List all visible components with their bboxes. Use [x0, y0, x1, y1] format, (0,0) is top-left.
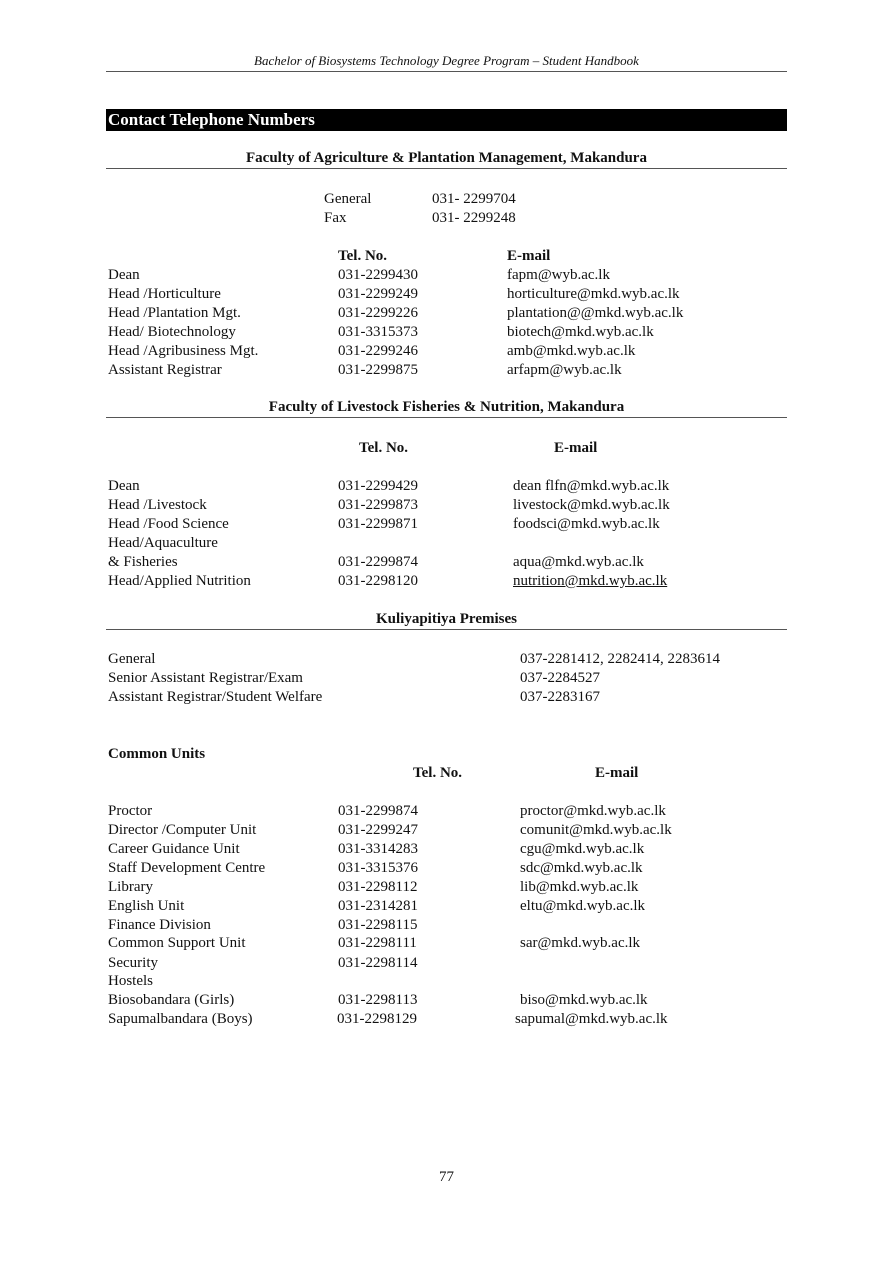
col-tel-header: Tel. No.: [359, 440, 409, 456]
row-tel: 031-2314281: [338, 898, 418, 914]
row-name: Head/Applied Nutrition: [108, 573, 251, 589]
row-email[interactable]: fapm@wyb.ac.lk: [507, 267, 610, 283]
page-title: Contact Telephone Numbers: [106, 109, 787, 131]
row-name: Head /Horticulture: [108, 286, 221, 302]
row-tel: 031-2299430: [338, 267, 418, 283]
row-tel: 037-2281412, 2282414, 2283614: [520, 651, 720, 667]
row-name: Assistant Registrar: [108, 362, 222, 378]
row-email[interactable]: foodsci@mkd.wyb.ac.lk: [513, 516, 660, 532]
row-tel: 031-3315376: [338, 860, 418, 876]
col-tel-header: Tel. No.: [338, 248, 388, 264]
row-name: Career Guidance Unit: [108, 841, 240, 857]
row-tel: 031-2298111: [338, 935, 417, 951]
row-email[interactable]: lib@mkd.wyb.ac.lk: [520, 879, 639, 895]
row-name: General: [108, 651, 156, 667]
general-label: General: [324, 191, 372, 207]
row-email[interactable]: biotech@mkd.wyb.ac.lk: [507, 324, 654, 340]
general-value: 031- 2299704: [432, 191, 516, 207]
row-email[interactable]: aqua@mkd.wyb.ac.lk: [513, 554, 644, 570]
col-email-header: E-mail: [595, 765, 639, 781]
row-email[interactable]: arfapm@wyb.ac.lk: [507, 362, 622, 378]
row-name: Biosobandara (Girls): [108, 992, 235, 1008]
row-tel: 037-2283167: [520, 689, 600, 705]
row-email[interactable]: sdc@mkd.wyb.ac.lk: [520, 860, 643, 876]
kuliyapitiya-heading: Kuliyapitiya Premises: [106, 611, 787, 630]
row-name: Head /Food Science: [108, 516, 229, 532]
row-name: Proctor: [108, 803, 153, 819]
row-email[interactable]: biso@mkd.wyb.ac.lk: [520, 992, 648, 1008]
row-tel: 031-2299249: [338, 286, 418, 302]
row-tel: 031-2299875: [338, 362, 418, 378]
row-name: Common Support Unit: [108, 935, 246, 951]
row-email[interactable]: amb@mkd.wyb.ac.lk: [507, 343, 636, 359]
row-email[interactable]: dean flfn@mkd.wyb.ac.lk: [513, 478, 670, 494]
row-email[interactable]: livestock@mkd.wyb.ac.lk: [513, 497, 670, 513]
row-name: Hostels: [108, 973, 153, 989]
row-email[interactable]: cgu@mkd.wyb.ac.lk: [520, 841, 645, 857]
row-name: Dean: [108, 267, 140, 283]
row-tel: 031-2299874: [338, 554, 418, 570]
row-name: Sapumalbandara (Boys): [108, 1011, 253, 1027]
agriculture-heading: Faculty of Agriculture & Plantation Management, Makandura: [106, 150, 787, 169]
row-tel: 031-2299246: [338, 343, 418, 359]
row-tel: 031-2298112: [338, 879, 418, 895]
row-name: Dean: [108, 478, 140, 494]
row-email[interactable]: proctor@mkd.wyb.ac.lk: [520, 803, 666, 819]
page-number: 77: [439, 1169, 454, 1185]
fax-label: Fax: [324, 210, 347, 226]
row-email[interactable]: sapumal@mkd.wyb.ac.lk: [515, 1011, 668, 1027]
row-name: Head /Plantation Mgt.: [108, 305, 241, 321]
row-name: Security: [108, 955, 158, 971]
row-name: & Fisheries: [108, 554, 178, 570]
col-email-header: E-mail: [554, 440, 598, 456]
row-tel: 031-2299874: [338, 803, 418, 819]
row-name: Head/Aquaculture: [108, 535, 218, 551]
row-email[interactable]: horticulture@mkd.wyb.ac.lk: [507, 286, 680, 302]
livestock-heading: Faculty of Livestock Fisheries & Nutrition, Makandura: [106, 399, 787, 418]
row-name: English Unit: [108, 898, 185, 914]
row-tel: 031-2299429: [338, 478, 418, 494]
row-name: Head/ Biotechnology: [108, 324, 236, 340]
row-tel: 031-2298114: [338, 955, 418, 971]
running-header: Bachelor of Biosystems Technology Degree Program – Student Handbook: [106, 53, 787, 72]
row-tel: 031-2299871: [338, 516, 418, 532]
row-tel: 031-2299873: [338, 497, 418, 513]
row-name: Library: [108, 879, 153, 895]
row-name: Director /Computer Unit: [108, 822, 257, 838]
row-email[interactable]: sar@mkd.wyb.ac.lk: [520, 935, 641, 951]
row-name: Finance Division: [108, 917, 211, 933]
row-name: Senior Assistant Registrar/Exam: [108, 670, 303, 686]
row-tel: 031-2299247: [338, 822, 418, 838]
row-tel: 031-2299226: [338, 305, 418, 321]
row-tel: 037-2284527: [520, 670, 600, 686]
row-email[interactable]: eltu@mkd.wyb.ac.lk: [520, 898, 646, 914]
row-name: Assistant Registrar/Student Welfare: [108, 689, 323, 705]
row-tel: 031-2298115: [338, 917, 418, 933]
col-tel-header: Tel. No.: [413, 765, 463, 781]
row-tel: 031-2298113: [338, 992, 418, 1008]
row-tel: 031-3314283: [338, 841, 418, 857]
row-name: Staff Development Centre: [108, 860, 266, 876]
row-email[interactable]: plantation@@mkd.wyb.ac.lk: [507, 305, 684, 321]
row-name: Head /Agribusiness Mgt.: [108, 343, 259, 359]
common-units-heading: Common Units: [108, 746, 206, 762]
row-tel: 031-2298129: [337, 1011, 417, 1027]
row-email[interactable]: comunit@mkd.wyb.ac.lk: [520, 822, 672, 838]
row-name: Head /Livestock: [108, 497, 207, 513]
row-tel: 031-2298120: [338, 573, 418, 589]
fax-value: 031- 2299248: [432, 210, 516, 226]
col-email-header: E-mail: [507, 248, 551, 264]
row-tel: 031-3315373: [338, 324, 418, 340]
row-email-link[interactable]: nutrition@mkd.wyb.ac.lk: [513, 573, 668, 589]
